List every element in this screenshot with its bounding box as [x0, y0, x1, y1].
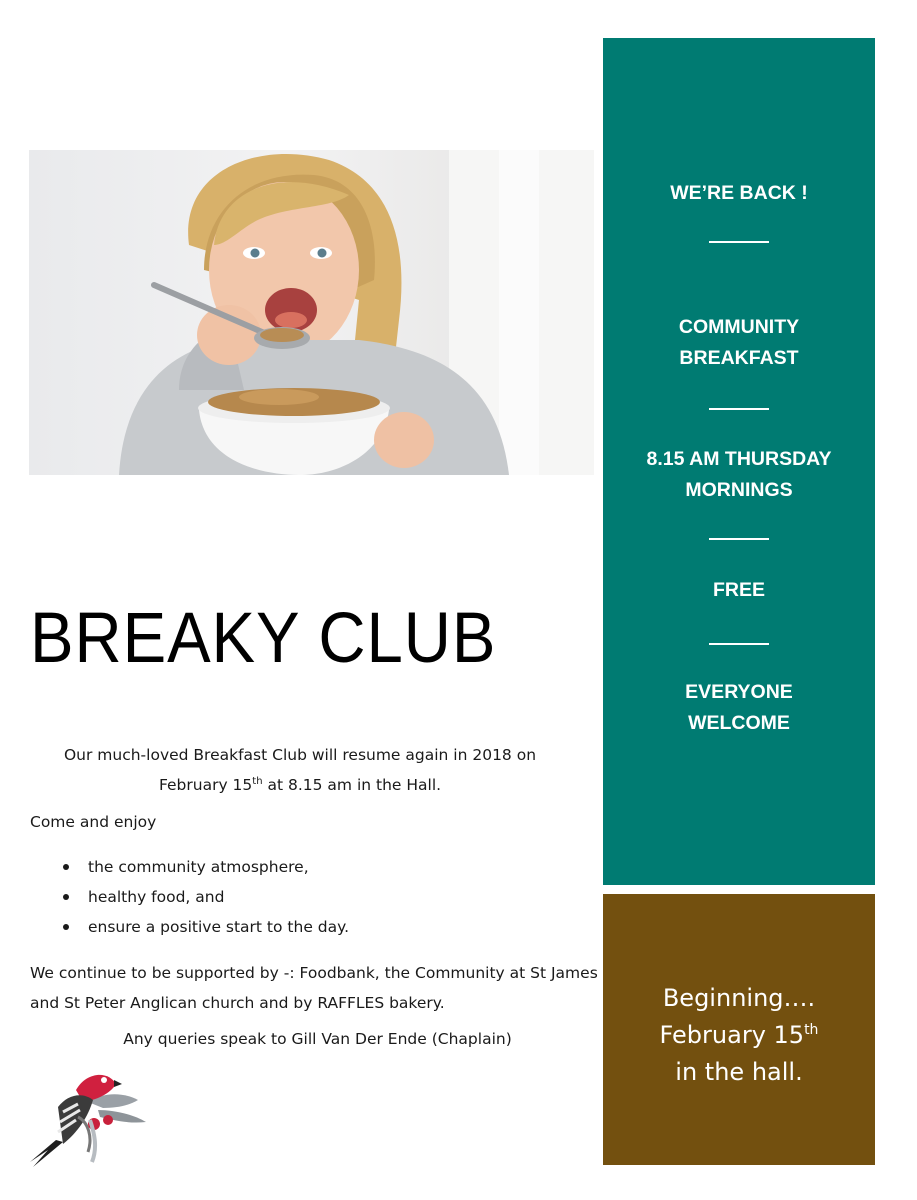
list-item: ensure a positive start to the day. — [60, 912, 349, 942]
beginning-date-suffix: th — [804, 1022, 819, 1038]
everyone-welcome-line-2: WELCOME — [688, 712, 790, 734]
community-breakfast-line-1: COMMUNITY — [678, 316, 800, 338]
enjoy-list — [60, 852, 349, 942]
come-and-enjoy-text: Come and enjoy — [30, 813, 157, 831]
free-text: FREE — [712, 579, 765, 601]
girl-eating-cereal-photo — [29, 150, 594, 475]
time-line-1: 8.15 AM THURSDAY — [646, 448, 832, 470]
community-breakfast-text — [603, 312, 875, 374]
divider — [709, 408, 769, 410]
time-line-2: MORNINGS — [685, 479, 793, 501]
bird-logo-icon — [28, 1062, 153, 1170]
event-details-panel — [603, 38, 875, 885]
everyone-welcome-line-1: EVERYONE — [685, 681, 793, 703]
page-title: BREAKY CLUB — [30, 599, 497, 678]
list-item: healthy food, and — [60, 882, 349, 912]
beginning-line-1: Beginning…. — [662, 984, 816, 1012]
list-item: the community atmosphere, — [60, 852, 349, 882]
divider — [709, 643, 769, 645]
time-text — [603, 444, 875, 506]
start-date-text — [603, 980, 875, 1091]
beginning-date: February 15 — [659, 1021, 805, 1049]
intro-time-place: at 8.15 am in the Hall. — [262, 776, 442, 794]
divider — [709, 538, 769, 540]
beginning-line-3: in the hall. — [675, 1058, 803, 1086]
intro-text — [40, 740, 560, 800]
intro-date: February 15 — [158, 776, 253, 794]
everyone-welcome-text — [603, 677, 875, 739]
start-date-panel — [603, 894, 875, 1165]
supporters-text: We continue to be supported by -: Foodbank, the Community at St James and St Peter Anglican church and by RAFFLES bakery. — [30, 964, 598, 1012]
intro-line-1: Our much-loved Breakfast Club will resume again in 2018 on — [63, 746, 537, 764]
were-back-text: WE’RE BACK ! — [670, 182, 808, 204]
community-breakfast-line-2: BREAKFAST — [679, 347, 799, 369]
intro-date-suffix: th — [252, 775, 263, 787]
queries-text: Any queries speak to Gill Van Der Ende (Chaplain) — [123, 1030, 512, 1048]
divider — [709, 241, 769, 243]
